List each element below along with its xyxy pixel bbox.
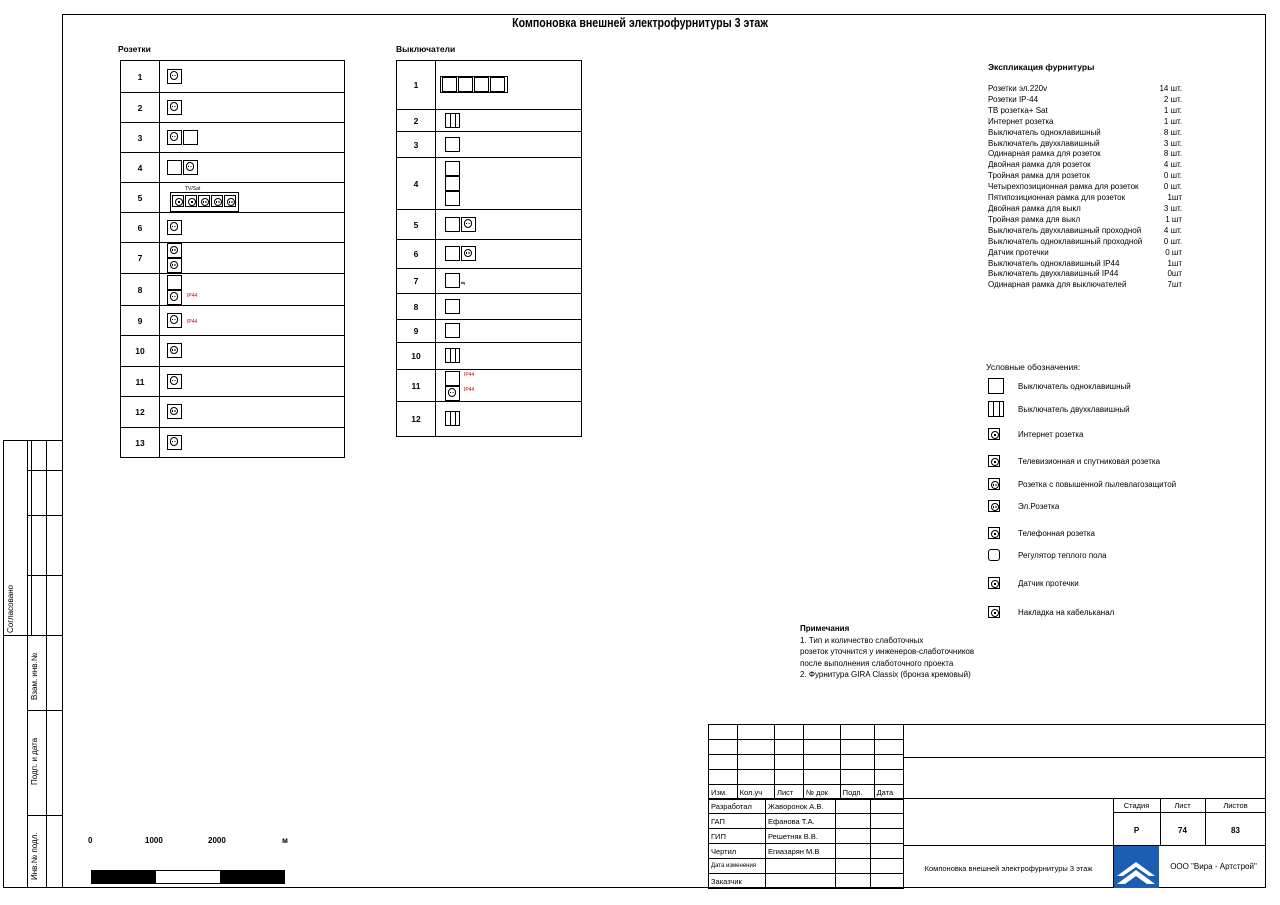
stage-value: Р bbox=[1133, 826, 1140, 835]
sheet-value: 74 bbox=[1178, 826, 1187, 835]
spec-row bbox=[988, 95, 1182, 106]
spec-item-name: ТВ розетка+ Sat bbox=[988, 105, 1048, 115]
spec-item-name: Выключатель одноклавишный проходной bbox=[988, 236, 1143, 246]
switch-icon bbox=[445, 161, 460, 176]
spec-item-qty: 1 шт bbox=[1165, 214, 1182, 224]
stamp-role: ГИП bbox=[709, 829, 766, 844]
socket-symbol-cell bbox=[160, 61, 345, 93]
stamp-col: Дата bbox=[874, 785, 903, 800]
switch-symbol-cell bbox=[436, 343, 582, 370]
spec-row bbox=[988, 269, 1182, 280]
scale-segment bbox=[92, 871, 156, 883]
internet-socket-icon bbox=[988, 428, 1000, 440]
tv-socket-icon bbox=[988, 455, 1000, 467]
side-inv-vzam: Взам. инв.№ bbox=[30, 652, 39, 700]
switch-symbol-cell: IP44 IP44 bbox=[436, 370, 582, 402]
scale-label: 1000 bbox=[145, 836, 163, 845]
spec-row bbox=[988, 193, 1182, 204]
switches-row-num: 8 bbox=[397, 294, 436, 320]
sockets-row-num: 12 bbox=[121, 397, 160, 428]
condition-label: Телефонная розетка bbox=[1018, 528, 1095, 538]
tv-sat-mark: TV/Sat bbox=[185, 186, 201, 192]
switch-icon bbox=[442, 77, 457, 92]
sheets-value: 83 bbox=[1231, 826, 1240, 835]
spec-item-qty: 0 шт. bbox=[1163, 182, 1182, 192]
note-line: 1. Тип и количество слаботочных bbox=[800, 635, 924, 645]
four-gang-switch-frame bbox=[440, 76, 508, 93]
switch-icon bbox=[445, 273, 460, 288]
spec-row bbox=[988, 171, 1182, 182]
condition-row bbox=[988, 500, 1059, 512]
spec-row bbox=[988, 248, 1182, 259]
switch-symbol-cell bbox=[436, 320, 582, 343]
sockets-table bbox=[120, 60, 345, 458]
spec-item-name: Выключатель одноклавишный bbox=[988, 127, 1101, 137]
condition-row bbox=[988, 378, 1131, 394]
stamp-role: Заказчик bbox=[709, 874, 766, 889]
spec-item-qty: 0шт bbox=[1167, 269, 1182, 279]
stamp-name: Жаворонок А.В. bbox=[766, 799, 836, 814]
socket-icon bbox=[167, 220, 182, 235]
condition-label: Розетка с повышенной пылевлагозащитой bbox=[1018, 479, 1177, 489]
switches-row-num: 11 bbox=[397, 370, 436, 402]
internet-socket-icon bbox=[172, 195, 184, 207]
socket-icon bbox=[167, 100, 182, 115]
spec-item-qty: 0 шт. bbox=[1163, 236, 1182, 246]
stamp-col: № док bbox=[804, 785, 841, 800]
switch-icon bbox=[445, 323, 460, 338]
condition-row bbox=[988, 577, 1079, 589]
switch-icon bbox=[445, 137, 460, 152]
switch-symbol-cell bbox=[436, 110, 582, 132]
spec-item-qty: 1 шт. bbox=[1163, 116, 1182, 126]
socket-icon bbox=[461, 246, 476, 261]
socket-symbol-cell: IP44 bbox=[160, 274, 345, 306]
switch-symbol-cell bbox=[436, 240, 582, 269]
socket-symbol-cell bbox=[160, 243, 345, 274]
two-key-switch-icon bbox=[988, 401, 1004, 417]
socket-icon bbox=[167, 435, 182, 450]
spec-item-qty: 2 шт. bbox=[1163, 94, 1182, 104]
socket-symbol-cell bbox=[160, 153, 345, 183]
stamp-col: Подп. bbox=[840, 785, 874, 800]
socket-symbol-cell bbox=[160, 213, 345, 243]
sockets-row-num: 5 bbox=[121, 183, 160, 213]
spec-item-name: Четырехпозиционная рамка для розеток bbox=[988, 182, 1139, 192]
spec-item-qty: 7шт bbox=[1167, 280, 1182, 290]
switch-symbol-cell bbox=[436, 132, 582, 158]
sockets-row-num: 9 bbox=[121, 306, 160, 336]
five-gang-frame bbox=[170, 192, 239, 212]
stamp-line bbox=[1113, 812, 1266, 813]
revision-table bbox=[708, 724, 904, 800]
condition-label: Регулятор теплого пола bbox=[1018, 550, 1107, 560]
spec-item-qty: 8 шт. bbox=[1163, 127, 1182, 137]
condition-row bbox=[988, 428, 1084, 440]
stamp-role: ГАП bbox=[709, 814, 766, 829]
sockets-row-num: 2 bbox=[121, 93, 160, 123]
spec-item-qty: 8 шт. bbox=[1163, 149, 1182, 159]
spec-row bbox=[988, 259, 1182, 270]
switch-symbol-cell bbox=[436, 158, 582, 210]
spec-list bbox=[988, 84, 1182, 291]
sockets-row-num: 10 bbox=[121, 336, 160, 367]
spec-row bbox=[988, 84, 1182, 95]
stamp-line bbox=[904, 757, 1266, 758]
switches-row-num: 5 bbox=[397, 210, 436, 240]
tv-socket-icon bbox=[185, 195, 197, 207]
blank-frame-icon bbox=[167, 275, 182, 290]
spec-item-name: Одинарная рамка для розеток bbox=[988, 149, 1101, 159]
switches-row-num: 9 bbox=[397, 320, 436, 343]
side-divider bbox=[27, 515, 62, 516]
spec-item-name: Тройная рамка для выкл bbox=[988, 214, 1081, 224]
ip44-socket-icon bbox=[167, 290, 182, 305]
note-line: после выполнения слаботочного проекта bbox=[800, 658, 954, 668]
stamp-name: Решетняк В.В. bbox=[766, 829, 836, 844]
scale-bar bbox=[91, 870, 285, 884]
condition-row bbox=[988, 606, 1114, 618]
spec-item-qty: 1 шт. bbox=[1163, 105, 1182, 115]
socket-icon bbox=[461, 217, 476, 232]
company-logo-icon bbox=[1114, 846, 1159, 888]
cable-channel-cover-icon bbox=[988, 606, 1000, 618]
notes bbox=[800, 623, 974, 681]
condition-row bbox=[988, 401, 1130, 417]
socket-icon bbox=[224, 195, 236, 207]
switch-icon bbox=[445, 191, 460, 206]
condition-label: Телевизионная и спутниковая розетка bbox=[1018, 456, 1161, 466]
side-divider bbox=[27, 635, 62, 636]
spec-item-name: Датчик протечки bbox=[988, 247, 1049, 257]
switches-row-num: 4 bbox=[397, 158, 436, 210]
switches-row-num: 6 bbox=[397, 240, 436, 269]
sockets-heading: Розетки bbox=[118, 44, 151, 54]
stamp-line bbox=[904, 798, 1266, 799]
spec-row bbox=[988, 226, 1182, 237]
spec-item-qty: 1шт bbox=[1167, 258, 1182, 268]
switch-symbol-cell bbox=[436, 61, 582, 110]
note-line: 2. Фурнитура GIRA Classix (бронза кремовый) bbox=[800, 670, 971, 679]
socket-symbol-cell bbox=[160, 183, 345, 213]
notes-heading: Примечания bbox=[800, 624, 850, 633]
socket-icon bbox=[167, 69, 182, 84]
switch-icon bbox=[445, 217, 460, 232]
switch-icon bbox=[445, 299, 460, 314]
floor-heating-regulator-icon bbox=[988, 549, 1000, 561]
sockets-row-num: 6 bbox=[121, 213, 160, 243]
switches-row-num: 10 bbox=[397, 343, 436, 370]
socket-symbol-cell bbox=[160, 367, 345, 397]
socket-icon bbox=[198, 195, 210, 207]
stamp-role: Дата изменения bbox=[709, 859, 766, 874]
people-table bbox=[708, 798, 904, 889]
switch-symbol-cell bbox=[436, 294, 582, 320]
socket-icon bbox=[167, 258, 182, 273]
socket-icon bbox=[183, 160, 198, 175]
spec-item-name: Тройная рамка для розеток bbox=[988, 171, 1090, 181]
stamp-role: Чертил bbox=[709, 844, 766, 859]
spec-item-name: Одинарная рамка для выключателей bbox=[988, 280, 1127, 290]
scale-label: 0 bbox=[88, 836, 93, 845]
switches-heading: Выключатели bbox=[396, 44, 456, 54]
spec-row bbox=[988, 128, 1182, 139]
stage-label: Стадия bbox=[1123, 801, 1150, 810]
spec-row bbox=[988, 215, 1182, 226]
spec-item-qty: 1шт bbox=[1167, 193, 1182, 203]
spec-item-name: Розетки IP-44 bbox=[988, 94, 1039, 104]
spec-item-name: Розетки эл.220v bbox=[988, 84, 1048, 93]
phone-socket-icon bbox=[988, 527, 1000, 539]
socket-icon bbox=[167, 343, 182, 358]
spec-row bbox=[988, 117, 1182, 128]
spec-row bbox=[988, 280, 1182, 291]
blank-frame-icon bbox=[183, 130, 198, 145]
condition-label: Накладка на кабельканал bbox=[1018, 607, 1115, 617]
switch-icon bbox=[458, 77, 473, 92]
side-divider bbox=[27, 710, 62, 711]
switches-row-num: 3 bbox=[397, 132, 436, 158]
spec-row bbox=[988, 182, 1182, 193]
leak-sensor-icon bbox=[988, 577, 1000, 589]
spec-item-name: Двойная рамка для выкл bbox=[988, 203, 1081, 213]
condition-label: Эл.Розетка bbox=[1018, 501, 1060, 511]
stamp-name bbox=[766, 859, 836, 874]
two-key-switch-icon bbox=[445, 113, 460, 128]
spec-row bbox=[988, 237, 1182, 248]
spec-item-name: Интернет розетка bbox=[988, 116, 1054, 126]
spec-item-name: Выключатель одноклавишный IP44 bbox=[988, 258, 1120, 268]
switch-symbol-cell bbox=[436, 210, 582, 240]
switch-icon bbox=[988, 378, 1004, 394]
condition-row bbox=[988, 455, 1160, 467]
scale-segment bbox=[220, 871, 284, 883]
spec-item-qty: 3 шт. bbox=[1163, 138, 1182, 148]
switch-icon bbox=[445, 246, 460, 261]
side-divider bbox=[27, 440, 28, 888]
side-divider bbox=[46, 635, 47, 888]
company-name: ООО "Вира - Артстрой" bbox=[1170, 862, 1257, 871]
condition-row bbox=[988, 478, 1176, 490]
spec-item-qty: 4 шт. bbox=[1163, 160, 1182, 170]
sheet-label: Лист bbox=[1174, 801, 1191, 810]
socket-icon bbox=[167, 243, 182, 258]
ip44-switch-icon bbox=[445, 371, 460, 386]
spec-item-qty: 0 шт. bbox=[1163, 171, 1182, 181]
ip44-mark: IP44 bbox=[187, 319, 198, 325]
spec-row bbox=[988, 149, 1182, 160]
socket-icon bbox=[167, 374, 182, 389]
spec-item-name: Выключатель двухклавишный bbox=[988, 138, 1100, 148]
sockets-row-num: 3 bbox=[121, 123, 160, 153]
switches-row-num: 12 bbox=[397, 402, 436, 437]
condition-row bbox=[988, 549, 1107, 561]
stamp-col: Лист bbox=[775, 785, 804, 800]
condition-label: Выключатель одноклавишный bbox=[1018, 381, 1131, 391]
stamp-line bbox=[904, 845, 1266, 846]
sockets-row-num: 11 bbox=[121, 367, 160, 397]
sockets-row-num: 4 bbox=[121, 153, 160, 183]
socket-icon bbox=[211, 195, 223, 207]
sockets-row-num: 7 bbox=[121, 243, 160, 274]
switches-table bbox=[396, 60, 582, 437]
pass-through-mark-icon: ⇆ bbox=[461, 281, 466, 287]
blank-frame-icon bbox=[167, 160, 182, 175]
switch-symbol-cell bbox=[436, 402, 582, 437]
spec-item-name: Выключатель двухклавишный проходной bbox=[988, 225, 1142, 235]
side-divider bbox=[27, 575, 62, 576]
socket-symbol-cell bbox=[160, 93, 345, 123]
socket-icon bbox=[988, 500, 1000, 512]
page-title: Компоновка внешней электрофурнитуры 3 этаж bbox=[512, 16, 768, 30]
switch-icon bbox=[445, 176, 460, 191]
stamp-role: Разработал bbox=[709, 799, 766, 814]
switch-symbol-cell bbox=[436, 269, 582, 294]
switches-row-num: 7 bbox=[397, 269, 436, 294]
side-divider bbox=[3, 635, 27, 636]
two-key-switch-icon bbox=[445, 348, 460, 363]
side-inv-orig: Инв.№ подл. bbox=[30, 832, 39, 880]
spec-row bbox=[988, 204, 1182, 215]
socket-icon bbox=[167, 404, 182, 419]
socket-symbol-cell bbox=[160, 306, 345, 336]
switches-row-num: 2 bbox=[397, 110, 436, 132]
sheets-label: Листов bbox=[1223, 801, 1248, 810]
socket-symbol-cell bbox=[160, 428, 345, 458]
socket-symbol-cell bbox=[160, 336, 345, 367]
scale-label: м bbox=[282, 836, 288, 845]
scale-label: 2000 bbox=[208, 836, 226, 845]
ip44-socket-icon bbox=[445, 386, 460, 401]
side-sign-date: Подп. и дата bbox=[30, 737, 39, 785]
sockets-row-num: 8 bbox=[121, 274, 160, 306]
condition-row bbox=[988, 527, 1095, 539]
spec-row bbox=[988, 160, 1182, 171]
spec-item-qty: 14 шт. bbox=[1159, 84, 1182, 93]
stamp-col: Изм. bbox=[709, 785, 738, 800]
switch-icon bbox=[490, 77, 505, 92]
scale-segment bbox=[156, 871, 220, 883]
socket-symbol-cell bbox=[160, 123, 345, 153]
ip44-socket-icon bbox=[167, 313, 182, 328]
stamp-col: Кол.уч bbox=[737, 785, 774, 800]
sockets-row-num: 1 bbox=[121, 61, 160, 93]
stamp-name bbox=[766, 874, 836, 889]
spec-item-qty: 3 шт. bbox=[1163, 203, 1182, 213]
socket-icon bbox=[167, 130, 182, 145]
sockets-row-num: 13 bbox=[121, 428, 160, 458]
conditions-heading: Условные обозначения: bbox=[986, 362, 1081, 372]
spec-item-name: Выключатель двухклавишный IP44 bbox=[988, 269, 1119, 279]
two-key-switch-icon bbox=[445, 411, 460, 426]
spec-row bbox=[988, 106, 1182, 117]
side-divider bbox=[27, 470, 62, 471]
spec-heading: Экспликация фурнитуры bbox=[988, 62, 1095, 72]
switch-icon bbox=[474, 77, 489, 92]
stamp-name: Егиазарян М.В bbox=[766, 844, 836, 859]
spec-row bbox=[988, 139, 1182, 150]
drawing-title: Компоновка внешней электрофурнитуры 3 этаж bbox=[924, 864, 1093, 873]
side-agreed: Согласовано bbox=[6, 584, 15, 633]
condition-label: Интернет розетка bbox=[1018, 429, 1084, 439]
note-line: розеток уточнится у инженеров-слаботочников bbox=[800, 647, 975, 656]
company-logo bbox=[1114, 846, 1159, 888]
socket-symbol-cell bbox=[160, 397, 345, 428]
condition-label: Выключатель двухклавишный bbox=[1018, 404, 1130, 414]
spec-item-qty: 0 шт bbox=[1165, 247, 1182, 257]
side-divider bbox=[27, 815, 62, 816]
spec-item-qty: 4 шт. bbox=[1163, 225, 1182, 235]
spec-item-name: Двойная рамка для розеток bbox=[988, 160, 1091, 170]
condition-label: Датчик протечки bbox=[1018, 578, 1079, 588]
ip44-socket-icon bbox=[988, 478, 1000, 490]
spec-item-name: Пятипозиционная рамка для розеток bbox=[988, 193, 1126, 203]
switches-row-num: 1 bbox=[397, 61, 436, 110]
stamp-name: Ефанова Т.А. bbox=[766, 814, 836, 829]
